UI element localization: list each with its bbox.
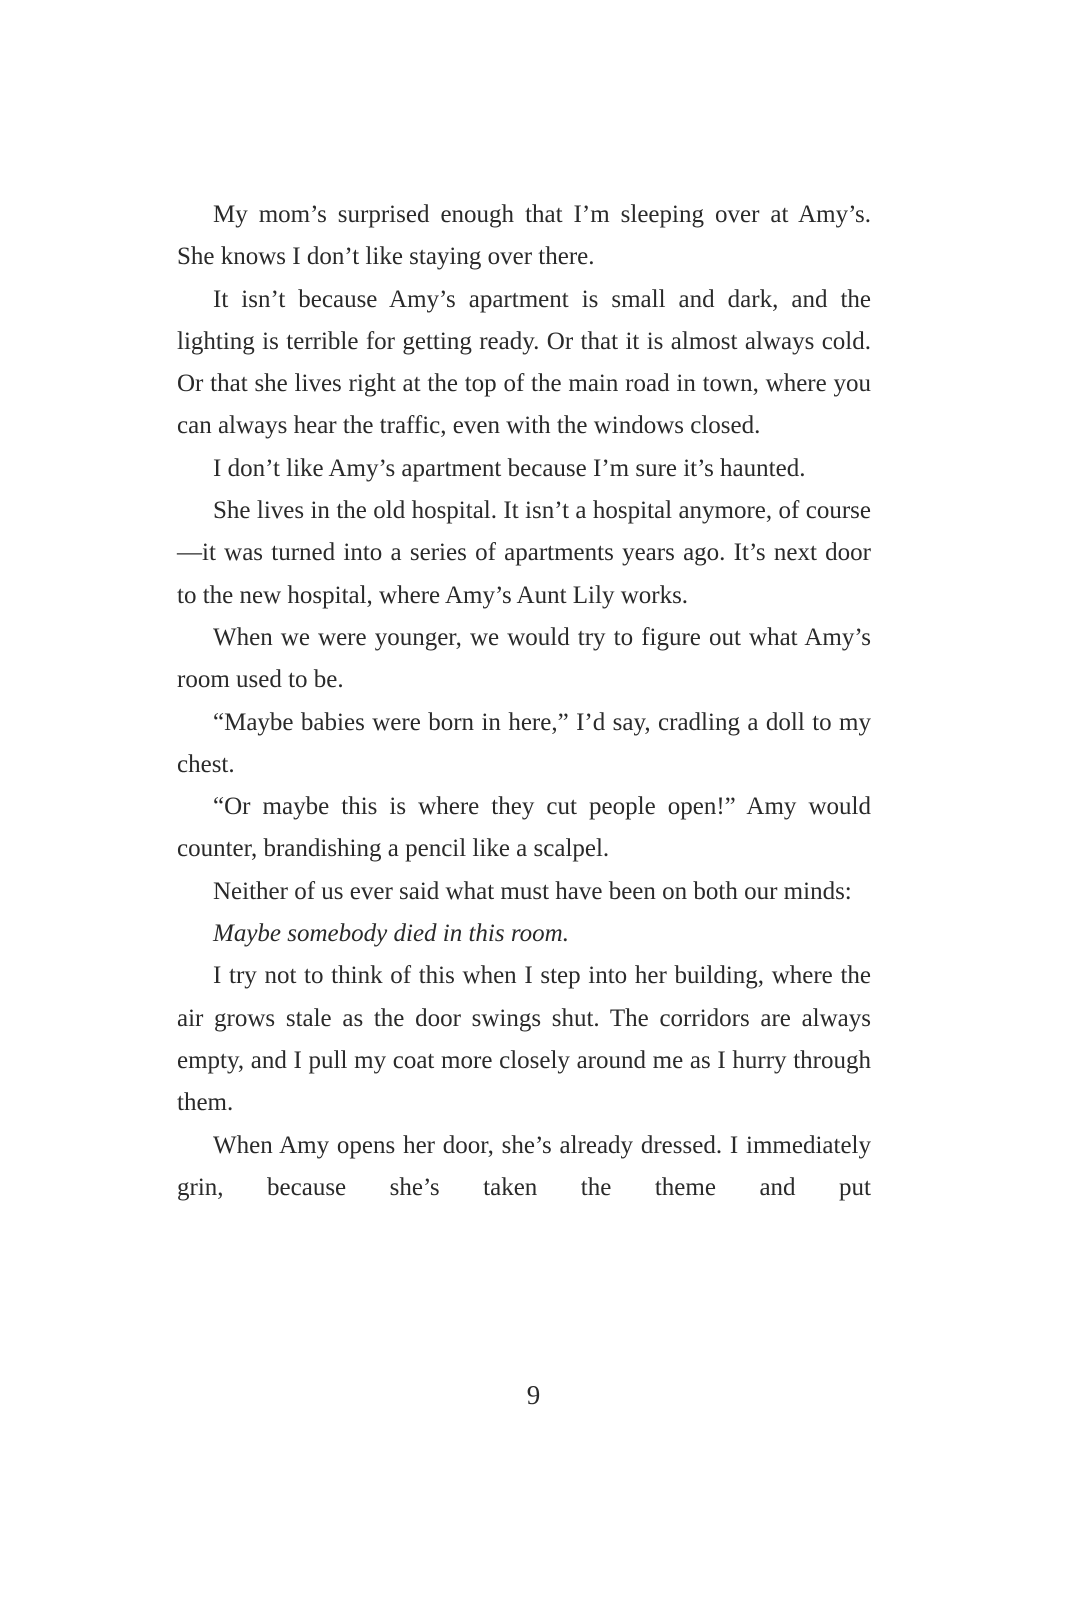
paragraph: “Or maybe this is where they cut people open!” Amy would counter, brandishing a pencil like a scalpel. <box>177 793 871 863</box>
paragraph: “Maybe babies were born in here,” I’d say, cradling a doll to my chest. <box>177 708 871 778</box>
paragraph: I don’t like Amy’s apartment because I’m sure it’s haunted. <box>213 454 806 482</box>
body-text <box>177 194 871 1209</box>
paragraph: My mom’s surprised enough that I’m sleeping over at Amy’s. She knows I don’t like staying over there. <box>177 201 871 271</box>
italic-paragraph: Maybe somebody died in this room. <box>213 920 569 948</box>
paragraph: Neither of us ever said what must have been on both our minds: <box>213 877 852 905</box>
paragraph: She lives in the old hospital. It isn’t a hospital anymore, of course—it was turned into a series of apartments years ago. It’s next door to the new hospital, where Amy’s Aunt Lily works. <box>177 497 871 609</box>
paragraph: When Amy opens her door, she’s already dressed. I immediately grin, because she’s taken the theme and put <box>177 1131 871 1201</box>
page-number: 9 <box>526 1380 541 1410</box>
paragraph: When we were younger, we would try to figure out what Amy’s room used to be. <box>177 623 871 694</box>
paragraph: I try not to think of this when I step into her building, where the air grows stale as the door swings shut. The corridors are always empty, and I pull my coat more closely around me as I hurry through them. <box>177 962 871 1117</box>
paragraph: It isn’t because Amy’s apartment is small and dark, and the lighting is terrible for getting ready. Or that it is almost always cold. Or that she lives right at the top of the main road in town, where you can always hear the traffic, even with the windows closed. <box>177 285 871 440</box>
